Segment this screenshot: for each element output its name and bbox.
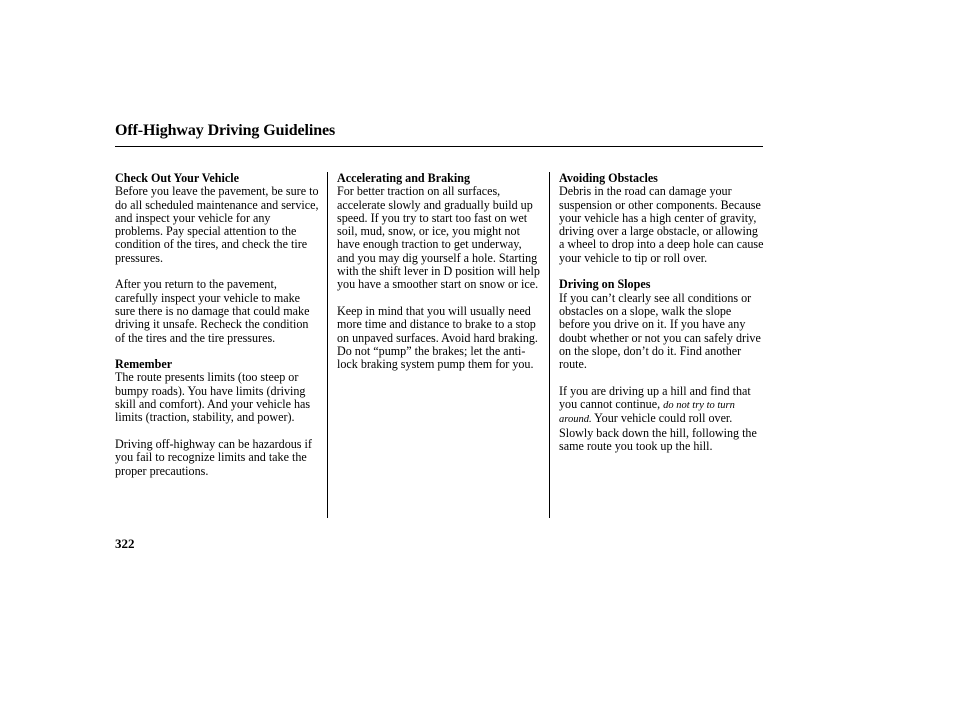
- driving-on-slopes-paragraph-1: If you can’t clearly see all conditions or obstacles on a slope, walk the slope before you drive on it. If you have any doubt whether or not you can safely drive on the slope, don’t do it. Find another route.: [559, 290, 761, 372]
- title-rule: [115, 146, 763, 147]
- remember-paragraph-2: Driving off-highway can be hazardous if you fail to recognize limits and take the proper precautions.: [115, 436, 312, 478]
- section-heading-accelerating-braking: Accelerating and Braking: [337, 171, 471, 185]
- avoiding-obstacles-paragraph: Debris in the road can damage your suspension or other components. Because your vehicle has a high center of gravity, driving over a large obstacle, or allowing a wheel to drop into a deep hole can cause your vehicle to tip or roll over.: [559, 184, 764, 265]
- column-divider-2: [549, 172, 550, 518]
- accelerating-braking-paragraph-2: Keep in mind that you will usually need more time and distance to brake to a stop on unpaved surfaces. Avoid hard braking. Do not “pump” the brakes; let the anti-lock braking system pump them for you.: [337, 303, 538, 372]
- column-left: [115, 172, 320, 478]
- column-right: [559, 172, 764, 453]
- check-out-vehicle-paragraph-1: Before you leave the pavement, be sure to do all scheduled maintenance and service, and inspect your vehicle for any problems. Pay special attention to the condition of the tires, and check the tire pressures.: [115, 184, 319, 265]
- column-divider-1: [327, 172, 328, 518]
- section-heading-remember: Remember: [115, 357, 173, 372]
- driving-on-slopes-paragraph-2: [559, 385, 764, 453]
- column-middle: [337, 172, 542, 371]
- accelerating-braking-paragraph-1: For better traction on all surfaces, accelerate slowly and gradually build up speed. If you try to start too fast on wet soil, mud, snow, or ice, you might not have enough traction to get underway, and you may dig yourself a hole. Starting with the shift lever in D position will help you have a smoother start on snow or ice.: [337, 184, 540, 292]
- section-heading-check-out-vehicle: Check Out Your Vehicle: [115, 171, 239, 185]
- remember-paragraph-1: The route presents limits (too steep or bumpy roads). You have limits (driving skill and comfort). And your vehicle has limits (traction, stability, and power).: [115, 370, 311, 425]
- page-number: 322: [115, 536, 135, 551]
- section-heading-avoiding-obstacles: Avoiding Obstacles: [559, 171, 658, 185]
- check-out-vehicle-paragraph-2: After you return to the pavement, carefully inspect your vehicle to make sure there is no damage that could make driving it unsafe. Recheck the condition of the tires and the tire pressures.: [115, 277, 310, 345]
- section-heading-driving-on-slopes: Driving on Slopes: [559, 277, 651, 292]
- slopes-warning-italic: do not try to turn around.: [559, 400, 735, 426]
- slopes-text-start: If you are driving up a hill and find that you cannot continue,: [559, 383, 751, 412]
- page-title: Off-Highway Driving Guidelines: [115, 122, 336, 139]
- slopes-text-end: Your vehicle could roll over. Slowly back down the hill, following the same route you took up the hill.: [559, 411, 757, 453]
